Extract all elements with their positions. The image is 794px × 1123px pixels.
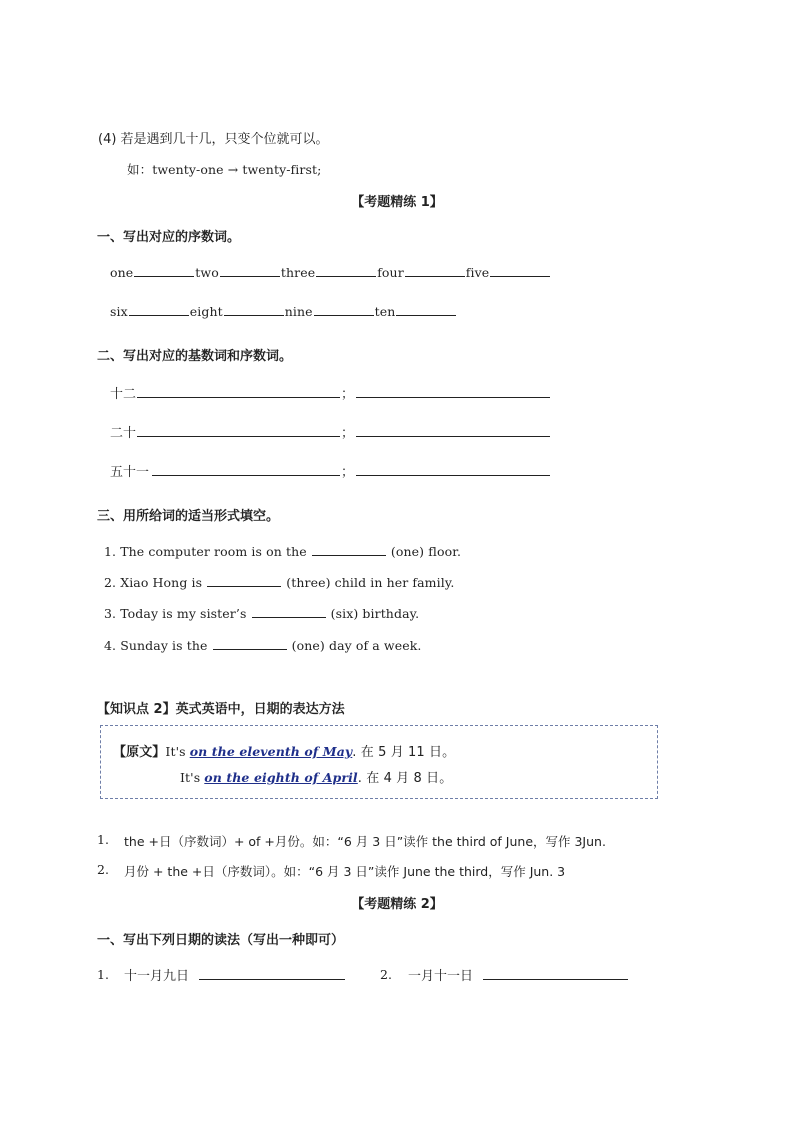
word-ten: ten xyxy=(374,304,396,319)
separator: ； xyxy=(341,465,355,480)
section2-heading: 二、写出对应的基数词和序数词。 xyxy=(97,349,293,364)
answer-line[interactable] xyxy=(356,475,550,476)
word-one: one xyxy=(110,265,134,280)
answer-blank[interactable] xyxy=(316,264,376,277)
answer-blank[interactable] xyxy=(312,543,386,556)
section3-heading: 三、用所给词的适当形式填空。 xyxy=(97,509,280,524)
answer-line[interactable] xyxy=(152,475,340,476)
answer-blank[interactable] xyxy=(207,574,281,587)
question-3-hint: (six) birthday. xyxy=(330,606,420,621)
ordinal-row-2 xyxy=(110,303,457,319)
separator: ； xyxy=(341,426,355,441)
answer-blank[interactable] xyxy=(213,637,287,650)
answer-line[interactable] xyxy=(356,397,550,398)
answer-line[interactable] xyxy=(356,436,550,437)
question-2-hint: (three) child in her family. xyxy=(286,575,455,590)
original-line-2-suffix: . 在 4 月 8 日。 xyxy=(357,771,453,786)
answer-blank[interactable] xyxy=(490,264,550,277)
answer-blank[interactable] xyxy=(220,264,280,277)
word-three: three xyxy=(280,265,316,280)
rule-1: the +日（序数词）+ of +月份。如：“6 月 3 日”读作 the third of June，写作 3Jun. xyxy=(124,834,606,849)
answer-blank[interactable] xyxy=(252,605,326,618)
original-line-1-prefix: It's xyxy=(165,744,190,759)
date-question-1-number: 1. xyxy=(97,967,110,982)
original-line-1-suffix: . 在 5 月 11 日。 xyxy=(352,745,456,760)
original-line-1 xyxy=(113,741,455,760)
word-six: six xyxy=(110,304,128,319)
question-4-text: 4. Sunday is the xyxy=(104,638,208,653)
rule-2-number: 2. xyxy=(97,862,110,877)
word-two: two xyxy=(195,265,219,280)
word-eight: eight xyxy=(189,304,223,319)
note-4: (4) 若是遇到几十几，只变个位就可以。 xyxy=(98,132,329,147)
answer-blank[interactable] xyxy=(134,264,194,277)
ordinal-row-1 xyxy=(110,264,551,280)
question-4 xyxy=(104,637,421,653)
question-3 xyxy=(104,605,419,621)
answer-blank[interactable] xyxy=(405,264,465,277)
word-nine: nine xyxy=(284,304,313,319)
rule-1-number: 1. xyxy=(97,832,110,847)
question-1-hint: (one) floor. xyxy=(390,544,462,559)
answer-line[interactable] xyxy=(199,979,345,980)
original-line-2-prefix: It's xyxy=(180,770,205,785)
original-line-1-phrase: on the eleventh of May xyxy=(189,744,353,759)
practice2-heading: 一、写出下列日期的读法（写出一种即可） xyxy=(97,933,345,948)
knowledge2-title: 【知识点 2】英式英语中，日期的表达方法 xyxy=(97,702,345,717)
question-3-text: 3. Today is my sister’s xyxy=(104,606,247,621)
question-2 xyxy=(104,574,454,590)
date-question-2: 一月十一日 xyxy=(408,969,474,984)
answer-blank[interactable] xyxy=(314,303,374,316)
original-line-2 xyxy=(180,767,452,786)
date-question-2-number: 2. xyxy=(380,967,393,982)
item-fifty-one: 五十一 xyxy=(110,465,150,480)
question-1 xyxy=(104,543,461,559)
practice2-title: 【考题精练 2】 xyxy=(351,897,443,912)
item-twenty: 二十 xyxy=(110,426,137,441)
date-question-1: 十一月九日 xyxy=(124,969,190,984)
original-text-box xyxy=(100,725,658,799)
answer-line[interactable] xyxy=(483,979,628,980)
original-line-2-phrase: on the eighth of April xyxy=(204,770,358,785)
answer-blank[interactable] xyxy=(396,303,456,316)
answer-line[interactable] xyxy=(137,397,340,398)
item-twelve: 十二 xyxy=(110,387,137,402)
answer-blank[interactable] xyxy=(129,303,189,316)
original-label: 【原文】 xyxy=(113,745,166,760)
note-4-example: 如：twenty-one → twenty-first; xyxy=(127,162,322,177)
rule-2: 月份 + the +日（序数词）。如：“6 月 3 日”读作 June the third，写作 Jun. 3 xyxy=(124,864,566,879)
question-2-text: 2. Xiao Hong is xyxy=(104,575,203,590)
answer-line[interactable] xyxy=(137,436,340,437)
word-five: five xyxy=(465,265,490,280)
answer-blank[interactable] xyxy=(224,303,284,316)
section1-heading: 一、写出对应的序数词。 xyxy=(97,230,241,245)
practice1-title: 【考题精练 1】 xyxy=(351,195,443,210)
separator: ； xyxy=(341,387,355,402)
question-4-hint: (one) day of a week. xyxy=(291,638,422,653)
question-1-text: 1. The computer room is on the xyxy=(104,544,307,559)
word-four: four xyxy=(377,265,404,280)
